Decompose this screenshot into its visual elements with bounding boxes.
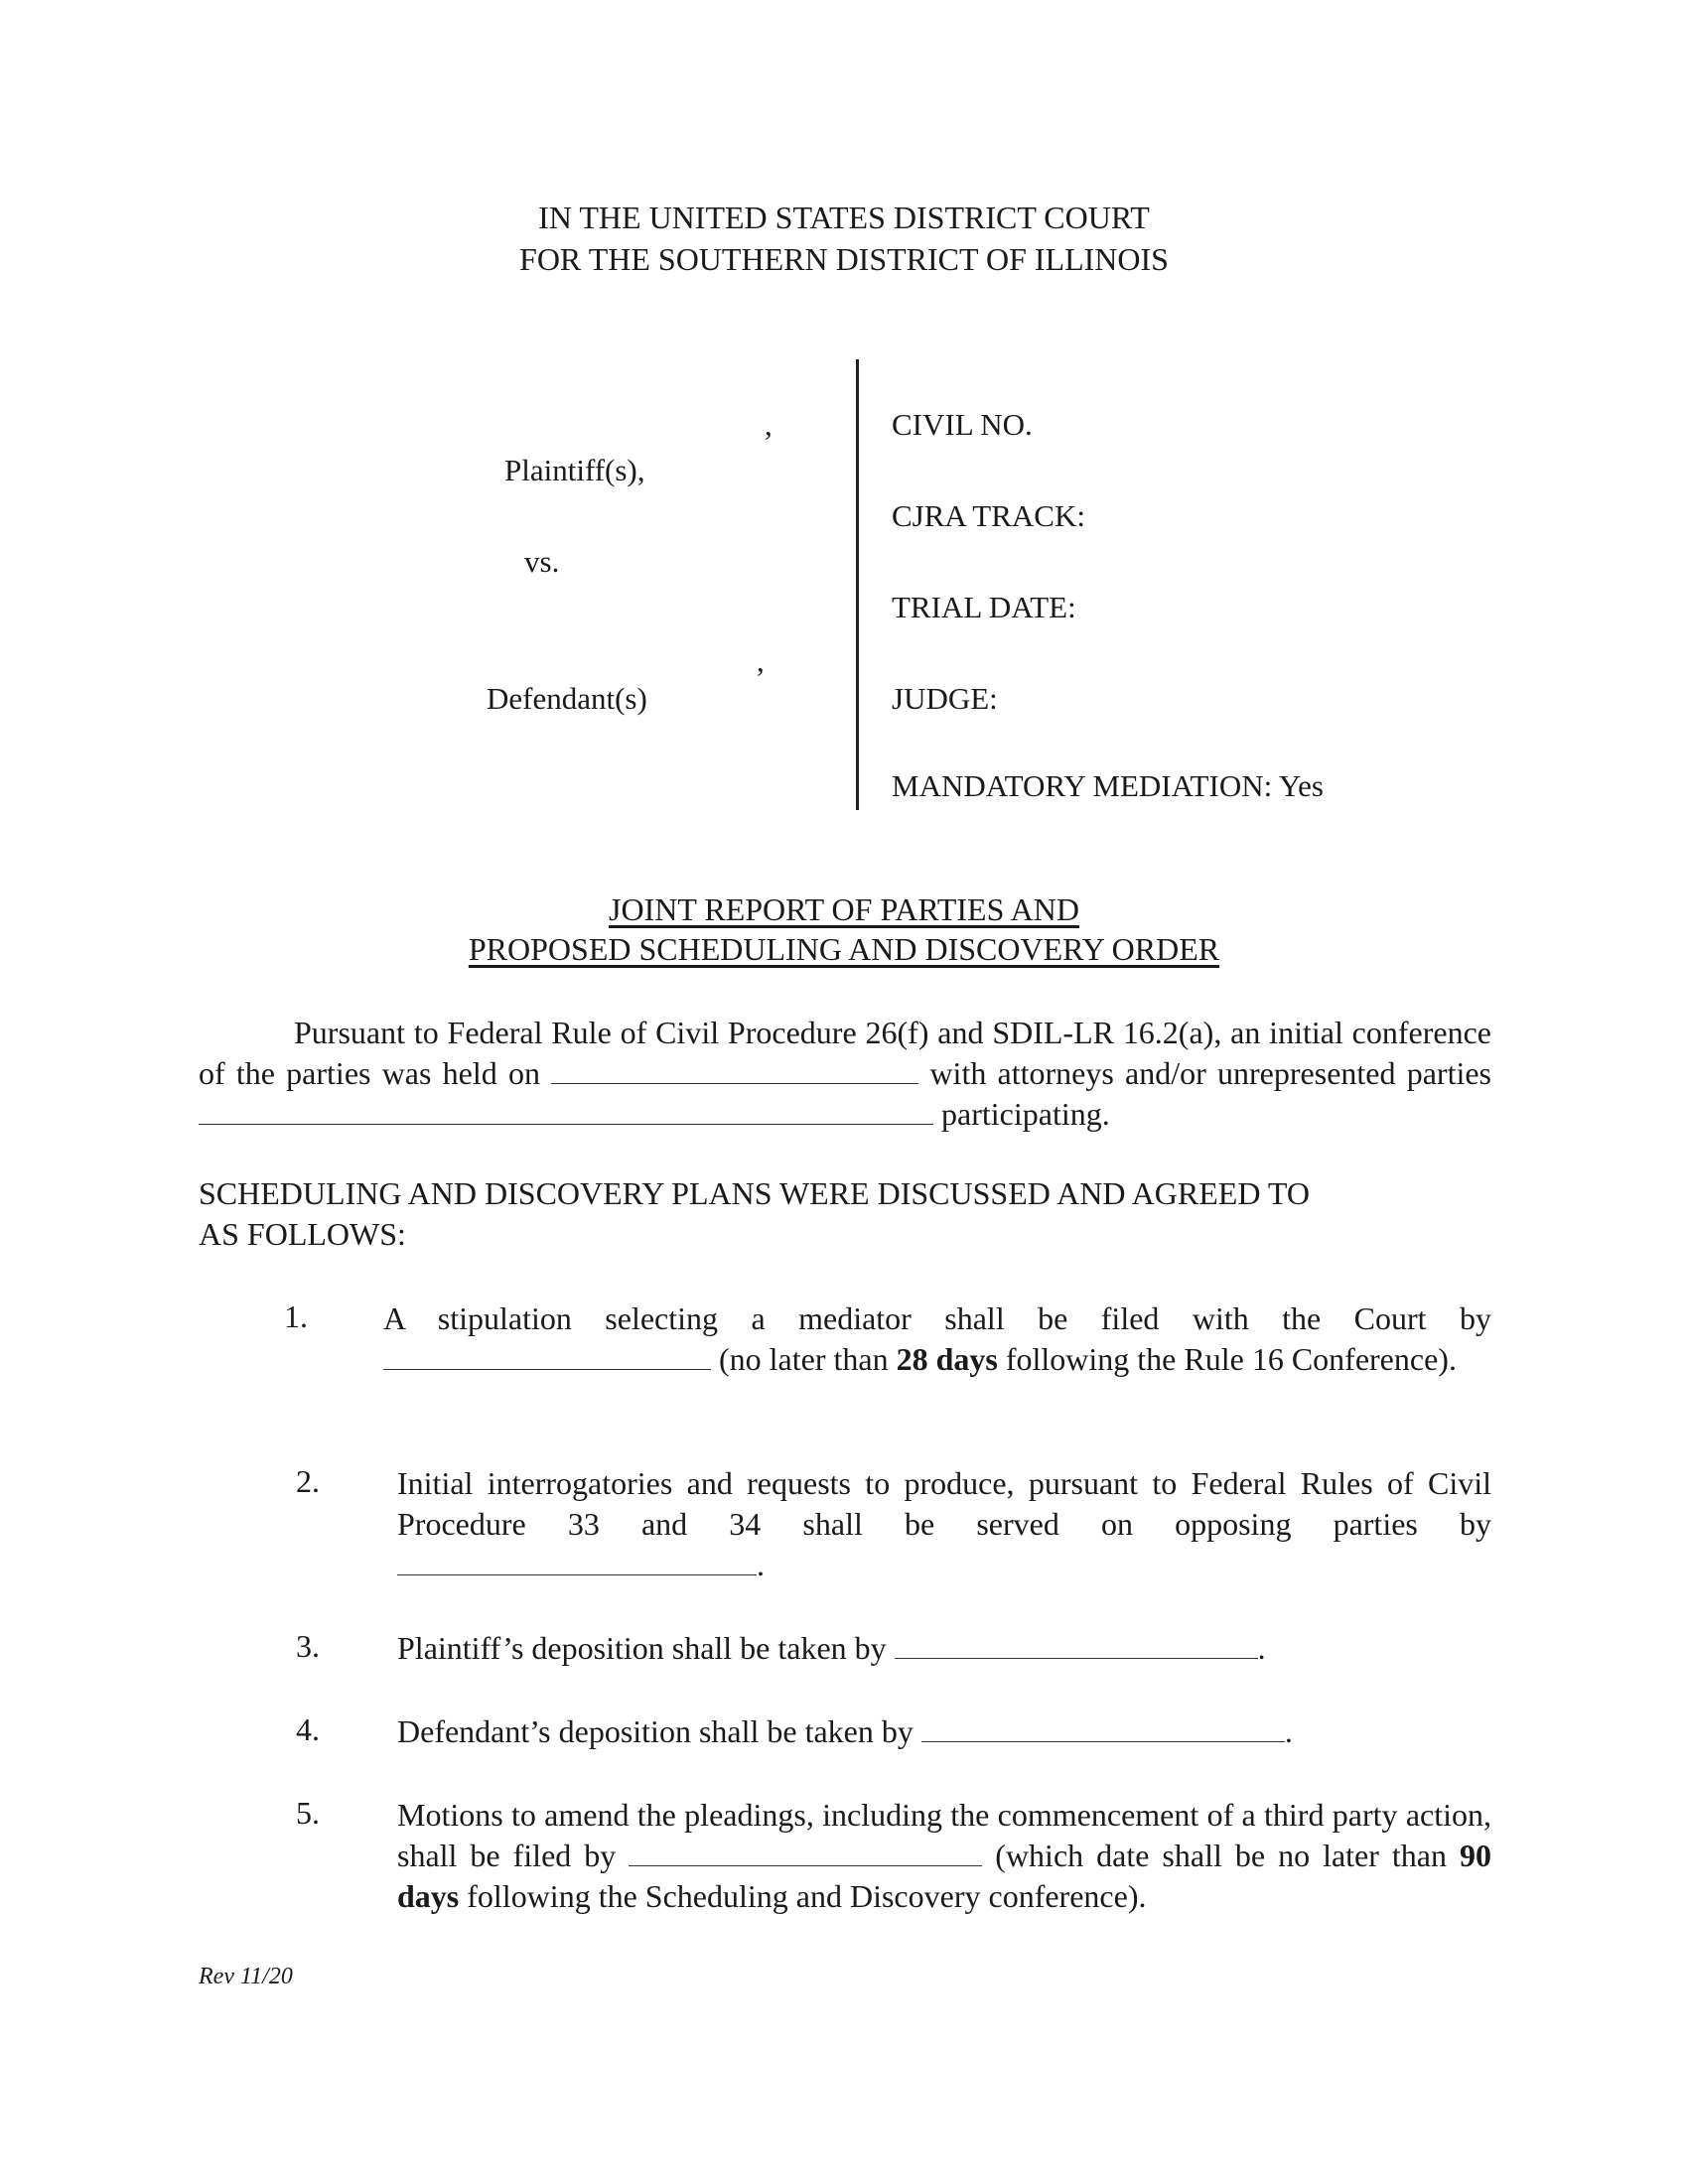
intro-paragraph — [199, 1013, 1491, 1135]
item-1-text-b: (no later than — [719, 1341, 889, 1377]
item-1-bold: 28 days — [896, 1341, 998, 1377]
caption-divider — [856, 359, 859, 810]
item-3 — [397, 1628, 1491, 1669]
item-2-number: 2. — [296, 1463, 320, 1499]
mediator-stipulation-date-blank[interactable] — [383, 1341, 711, 1370]
item-1 — [383, 1298, 1491, 1380]
intro-text-3: participating. — [941, 1096, 1110, 1132]
intro-text-2: with attorneys and/or unrepresented parties — [929, 1055, 1492, 1091]
item-2-end: . — [757, 1547, 765, 1582]
item-4 — [397, 1711, 1491, 1752]
amend-pleadings-date-blank[interactable] — [629, 1838, 982, 1866]
vs-label: vs. — [524, 544, 560, 579]
item-1-number: 1. — [284, 1298, 308, 1334]
item-5-bold: 90 days — [397, 1838, 1492, 1914]
court-line-2: FOR THE SOUTHERN DISTRICT OF ILLINOIS — [519, 241, 1169, 277]
item-2-text-a: Initial interrogatories and requests to produce, pursuant to Federal Rules of Civil Procedure 33 and 34 shall be served on opposing parties by — [397, 1465, 1491, 1542]
conference-date-blank[interactable] — [551, 1055, 918, 1084]
participants-blank[interactable] — [199, 1096, 933, 1125]
defendant-comma: , — [757, 643, 765, 678]
item-3-end: . — [1257, 1630, 1266, 1666]
revision-footer: Rev 11/20 — [199, 1964, 293, 1989]
court-heading — [0, 197, 1688, 280]
item-4-end: . — [1284, 1713, 1293, 1749]
item-4-number: 4. — [296, 1711, 320, 1747]
item-1-text-c: following the Rule 16 Conference). — [1005, 1341, 1457, 1377]
item-4-text-a: Defendant’s deposition shall be taken by — [397, 1713, 914, 1749]
mediation-label: MANDATORY MEDIATION: — [892, 768, 1273, 803]
item-5-text-c: following the Scheduling and Discovery conference). — [467, 1878, 1147, 1914]
report-title-line-1: JOINT REPORT OF PARTIES AND — [609, 891, 1079, 927]
item-3-text-a: Plaintiff’s deposition shall be taken by — [397, 1630, 887, 1666]
plaintiff-deposition-date-blank[interactable] — [895, 1630, 1258, 1659]
plaintiff-label: Plaintiff(s), — [504, 453, 645, 487]
trial-date-label: TRIAL DATE: — [892, 590, 1076, 624]
item-5-text-b: (which date shall be no later than — [995, 1838, 1448, 1873]
item-5-text-a: Motions to amend the pleadings, including the commencement of a third party action, shall be filed by — [397, 1797, 1491, 1873]
defendant-label: Defendant(s) — [487, 681, 647, 716]
plaintiff-comma: , — [765, 407, 773, 442]
mediation-value: Yes — [1278, 768, 1324, 803]
item-3-number: 3. — [296, 1628, 320, 1664]
item-2 — [397, 1463, 1491, 1585]
agreed-line-1: SCHEDULING AND DISCOVERY PLANS WERE DISCUSSED AND AGREED TO — [199, 1175, 1310, 1211]
court-line-1: IN THE UNITED STATES DISTRICT COURT — [538, 200, 1150, 235]
intro-text-1: Pursuant to Federal Rule of Civil Procedure 26(f) and SDIL-LR 16.2(a), an initial conference of the parties was held on — [199, 1015, 1491, 1091]
agreed-heading — [199, 1173, 1310, 1255]
interrogatories-date-blank[interactable] — [397, 1547, 757, 1575]
civil-no-label: CIVIL NO. — [892, 407, 1033, 442]
item-5 — [397, 1795, 1491, 1917]
agreed-line-2: AS FOLLOWS: — [199, 1216, 406, 1252]
item-5-number: 5. — [296, 1795, 320, 1831]
cjra-track-label: CJRA TRACK: — [892, 498, 1085, 533]
judge-label: JUDGE: — [892, 681, 998, 716]
item-1-text-a: A stipulation selecting a mediator shall be filed with the Court by — [383, 1300, 1491, 1336]
report-title-line-2: PROPOSED SCHEDULING AND DISCOVERY ORDER — [468, 931, 1220, 967]
mandatory-mediation — [892, 768, 1324, 804]
defendant-deposition-date-blank[interactable] — [921, 1713, 1285, 1742]
